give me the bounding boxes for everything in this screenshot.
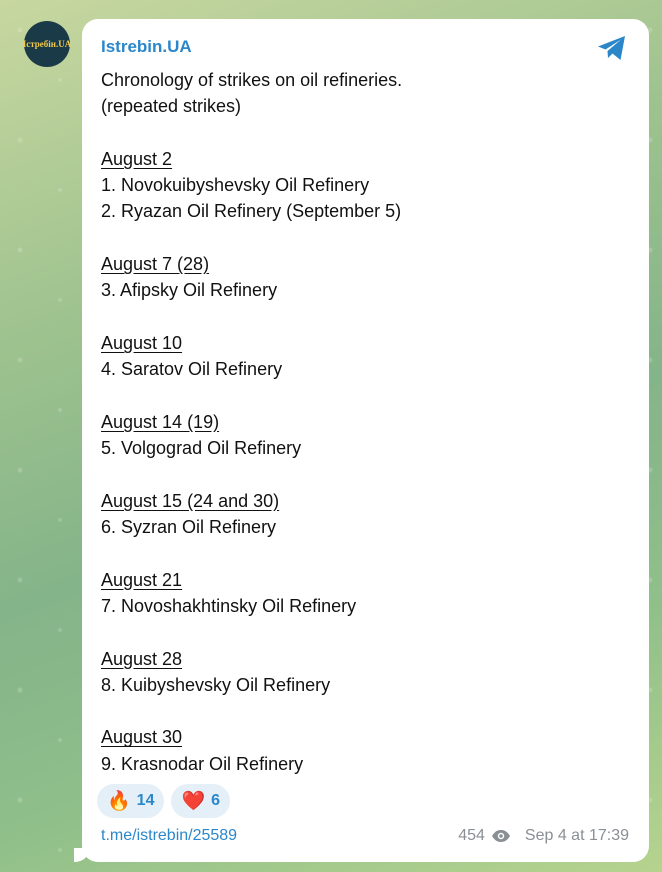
message-line: 2. Ryazan Oil Refinery (September 5) [101, 201, 402, 222]
view-count: 454 [458, 827, 485, 844]
message-line: 5. Volgograd Oil Refinery [101, 438, 302, 459]
avatar-logo-text: Істребін.UA [22, 39, 72, 49]
date-heading-row [101, 646, 629, 672]
date-heading-row [101, 724, 629, 750]
blank-line [101, 540, 629, 566]
blank-line [101, 383, 629, 409]
date-heading: August 7 (28) [101, 254, 210, 275]
telegram-share-icon[interactable] [595, 33, 629, 63]
message-meta [458, 827, 629, 845]
reaction-count: 6 [211, 792, 221, 809]
blank-line [101, 304, 629, 330]
heart-icon: ❤️ [181, 790, 206, 812]
reactions-bar [97, 784, 230, 818]
date-heading: August 14 (19) [101, 411, 220, 432]
message-line: 4. Saratov Oil Refinery [101, 359, 283, 380]
date-heading: August 30 [101, 727, 183, 748]
fire-icon: 🔥 [107, 790, 131, 812]
message-line: (repeated strikes) [101, 96, 242, 117]
message-line: 8. Kuibyshevsky Oil Refinery [101, 674, 331, 695]
date-heading: August 21 [101, 569, 183, 590]
blank-line [101, 619, 629, 645]
date-heading: August 15 (24 and 30) [101, 490, 280, 511]
date-heading-row [101, 251, 629, 277]
reaction-count: 14 [136, 792, 155, 809]
blank-line [101, 225, 629, 251]
message-bubble [82, 19, 649, 862]
message-line: 9. Krasnodar Oil Refinery [101, 753, 304, 774]
blank-line [101, 461, 629, 487]
reaction-fire[interactable] [97, 784, 164, 818]
message-timestamp: Sep 4 at 17:39 [524, 827, 629, 844]
message-line: 6. Syzran Oil Refinery [101, 517, 277, 538]
date-heading: August 2 [101, 148, 173, 169]
date-heading-row [101, 567, 629, 593]
reaction-heart[interactable] [171, 784, 230, 818]
date-heading: August 28 [101, 648, 183, 669]
message-line: 1. Novokuibyshevsky Oil Refinery [101, 175, 370, 196]
message-line: Chronology of strikes on oil refineries. [101, 70, 403, 90]
blank-line [101, 120, 629, 146]
channel-avatar[interactable] [24, 21, 70, 67]
eye-icon [491, 829, 511, 843]
message-line: 7. Novoshakhtinsky Oil Refinery [101, 595, 357, 616]
date-heading-row [101, 409, 629, 435]
channel-name[interactable]: Istrebin.UA [101, 37, 192, 56]
date-heading-row [101, 330, 629, 356]
message-text [101, 67, 629, 777]
date-heading: August 10 [101, 332, 183, 353]
message-line: 3. Afipsky Oil Refinery [101, 280, 278, 301]
message-footer [101, 825, 629, 847]
post-link[interactable]: t.me/istrebin/25589 [101, 827, 238, 844]
date-heading-row [101, 488, 629, 514]
date-heading-row [101, 146, 629, 172]
blank-line [101, 698, 629, 724]
